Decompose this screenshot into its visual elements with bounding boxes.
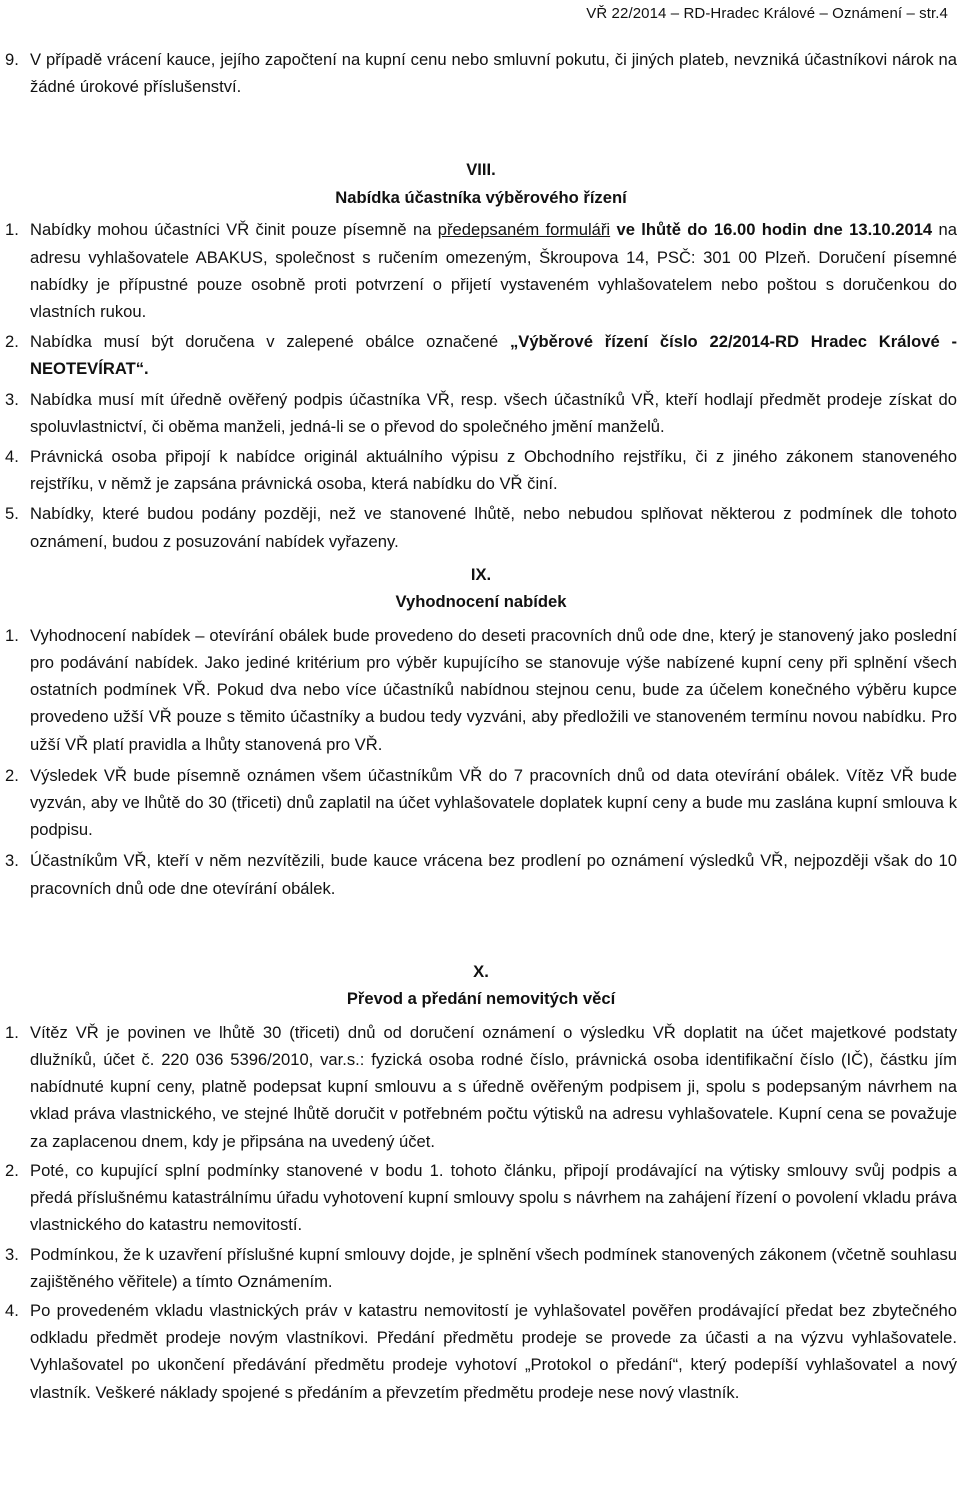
- item-text: Právnická osoba připojí k nabídce originál aktuálního výpisu z Obchodního rejstříku, či z jiného zákonem stanoveného rejstříku, v němž je zapsána právnická osoba, která nabídku do VŘ činí.: [30, 447, 957, 494]
- item-number: 2.: [5, 1160, 19, 1180]
- item-text: na adresu vyhlašovatele ABAKUS, společnost s ručením omezeným, Škroupova 14, PSČ: 301 00 Plzeň. Doručení písemné nabídky je přípustné pouze osobně proti potvrzení o přijetí vystaveném vyhlašovatelem nebo poštou s doručenkou do vlastních rukou.: [30, 220, 957, 322]
- item-number: 1.: [5, 1022, 19, 1042]
- section-numeral: IX.: [470, 564, 492, 584]
- document-body: [5, 46, 957, 1406]
- list-item: [5, 847, 957, 901]
- item-text: Nabídky, které budou podány později, než ve stanovené lhůtě, nebo nebudou splňovat některou z podmínek dle tohoto oznámení, budou z posuzování nabídek vyřazeny.: [30, 504, 957, 551]
- item-text: Nabídka musí být doručena v zalepené obálce označené: [30, 332, 510, 352]
- list-item: [5, 443, 957, 497]
- section-title: Nabídka účastníka výběrového řízení: [335, 187, 627, 207]
- item-text: Vyhodnocení nabídek – otevírání obálek bude provedeno do deseti pracovních dnů ode dne, který je stanovený jako poslední pro podávání nabídek. Jako jediné kritérium pro výběr kupujícího se stanovuje výše nabízené kupní ceny při splnění všech ostatních podmínek VŘ. Pokud dva nebo více účastníků nabídnou stejnou cenu, bude za účelem konečného výběru kupce provedeno užší VŘ pouze s těmito účastníky a budou tedy vyzváni, aby předložili ve stanoveném termínu novou nabídku. Pro užší VŘ platí pravidla a lhůty stanovená pro VŘ.: [30, 625, 957, 754]
- item-text: V případě vrácení kauce, jejího započtení na kupní cenu nebo smluvní pokutu, či jiných plateb, nevzniká účastníkovi nárok na žádné úrokové příslušenství.: [30, 50, 957, 97]
- item-number: 2.: [5, 765, 19, 785]
- list-item: [5, 1241, 957, 1295]
- item-text: Poté, co kupující splní podmínky stanovené v bodu 1. tohoto článku, připojí prodávající na výtisky smlouvy svůj podpis a předá příslušnému katastrálnímu úřadu vyhotovení kupní smlouvy spolu s návrhem na zahájení řízení o povolení vkladu práva vlastnického do katastru nemovitostí.: [30, 1160, 957, 1235]
- item-number: 5.: [5, 504, 19, 524]
- list-item: [5, 762, 957, 844]
- item-number: 1.: [5, 625, 19, 645]
- item-text: Podmínkou, že k uzavření příslušné kupní smlouvy dojde, je splnění všech podmínek stanovených zákonem (včetně souhlasu zajištěného věřitele) a tímto Oznámením.: [30, 1244, 957, 1291]
- section-numeral: X.: [473, 961, 489, 981]
- list-item: [5, 216, 957, 325]
- item-text: Nabídky mohou účastníci VŘ činit pouze písemně na: [30, 220, 438, 240]
- item-number: 2.: [5, 332, 19, 352]
- item-number: 1.: [5, 220, 19, 240]
- section-title: Převod a předání nemovitých věcí: [346, 989, 616, 1009]
- item-number: 9.: [5, 50, 19, 69]
- item-text: Výsledek VŘ bude písemně oznámen všem účastníkům VŘ do 7 pracovních dnů od data otevírání obálek. Vítěz VŘ bude vyzván, aby ve lhůtě do 30 (třiceti) dnů zaplatil na účet vyhlašovatele doplatek kupní ceny a bude mu zaslána kupní smlouva k podpisu.: [30, 765, 957, 840]
- item-text: Vítěz VŘ je povinen ve lhůtě 30 (třiceti) dnů od doručení oznámení o výsledku VŘ doplatit na účet majetkové podstaty dlužníků, účet č. 220 036 5396/2010, var.s.: fyzická osoba rodné číslo, právnická osoba identifikační číslo (IČ), částku jím nabídnuté kupní ceny, platně podepsat kupní smlouvu a s úředně ověřeným podpisem ji, spolu s podepsaným návrhem na vklad práva vlastnického, ve stejné lhůtě doručit v potřebném počtu výtisků na adresu vyhlašovatele. Kupní cena se považuje za zaplacenou dnem, kdy je připsána na uvedený účet.: [30, 1022, 957, 1151]
- bold-label: „Výběrové řízení číslo 22/2014-RD Hradec Králové - NEOTEVÍRAT“.: [30, 332, 958, 379]
- list-item: [5, 500, 957, 554]
- item-number: 3.: [5, 851, 19, 871]
- list-item: [5, 328, 957, 382]
- item-text: Po provedeném vkladu vlastnických práv v katastru nemovitostí je vyhlašovatel pověřen prodávající předat bez zbytečného odkladu předmět prodeje novým vlastníkovi. Předání předmětu prodeje se provede za účasti a na výzvu vyhlašovatele. Vyhlašovatel po ukončení předávání předmětu prodeje vyhotoví „Protokol o předání“, který podepíší vyhlašovatel a nový vlastník. Veškeré náklady spojené s předáním a převzetím předmětu prodeje nese nový vlastník.: [30, 1300, 957, 1402]
- bold-deadline: ve lhůtě do 16.00 hodin dne 13.10.2014: [616, 220, 933, 240]
- list-item: [5, 622, 957, 758]
- item-number: 4.: [5, 1300, 19, 1320]
- item-number: 3.: [5, 1244, 19, 1264]
- section-title: Vyhodnocení nabídek: [395, 592, 567, 612]
- page-header: VŘ 22/2014 – RD-Hradec Králové – Oznámení – str.4: [586, 5, 948, 22]
- item-text: Účastníkům VŘ, kteří v něm nezvítězili, bude kauce vrácena bez prodlení po oznámení výsledků VŘ, nejpozději však do 10 pracovních dnů ode dne otevírání obálek.: [30, 851, 957, 898]
- list-item: [5, 1157, 957, 1239]
- list-item: [5, 1019, 957, 1155]
- list-item: [5, 46, 957, 100]
- item-number: 4.: [5, 447, 19, 467]
- item-number: 3.: [5, 389, 19, 409]
- section-numeral: VIII.: [466, 160, 496, 180]
- list-item: [5, 386, 957, 440]
- underlined-text: předepsaném formuláři: [437, 220, 611, 240]
- list-item: [5, 1297, 957, 1406]
- item-text: Nabídka musí mít úředně ověřený podpis účastníka VŘ, resp. všech účastníků VŘ, kteří hodlají předmět prodeje získat do spoluvlastnictví, či oběma manželi, jedná-li se o převod do společného jmění manželů.: [30, 389, 957, 436]
